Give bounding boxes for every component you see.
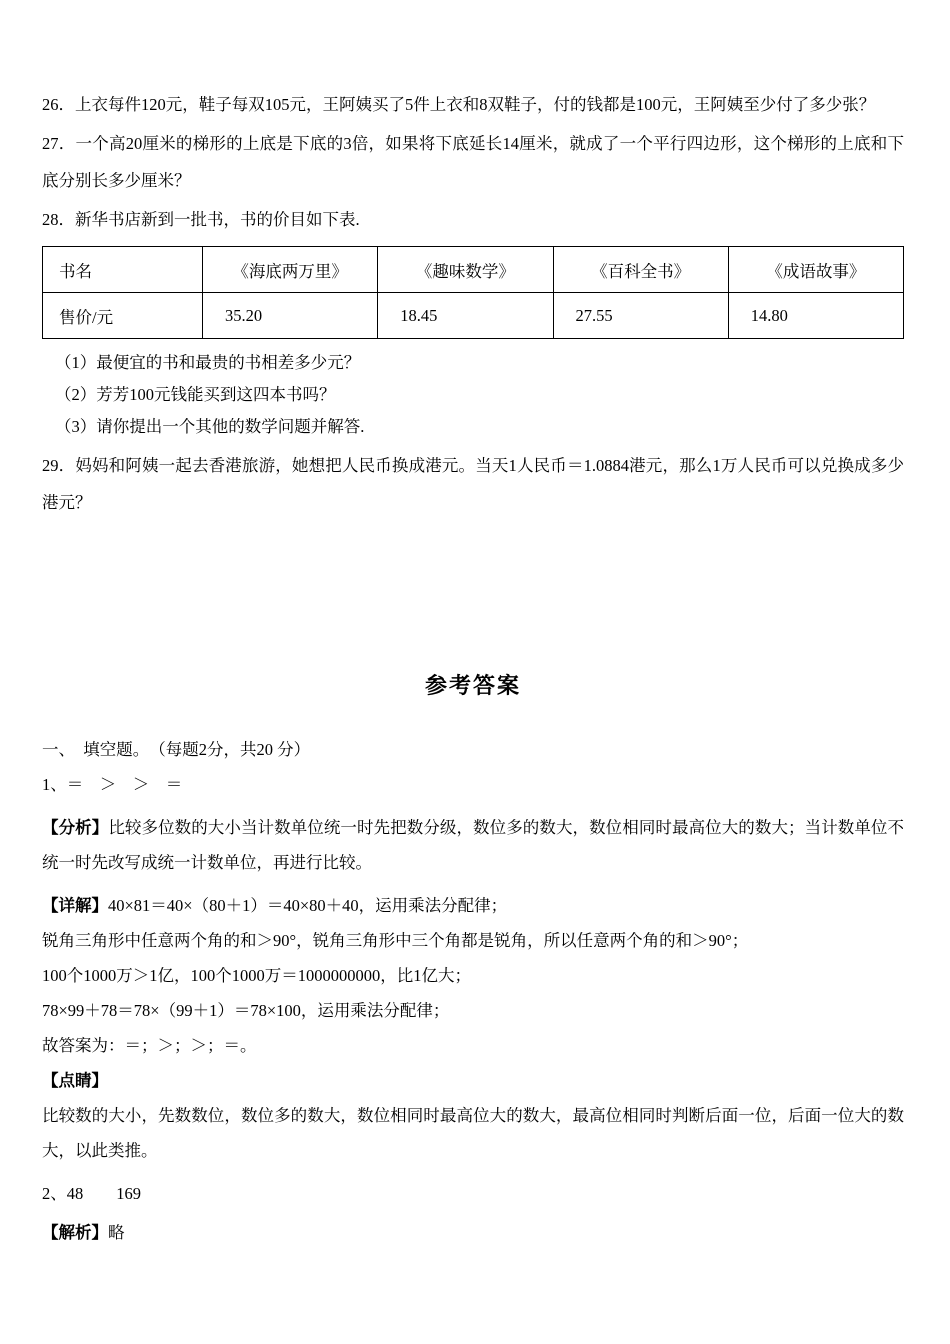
table-row-titles bbox=[43, 247, 904, 293]
answers-section-1-heading: 一、 填空题。 （每题2分，共20 分） bbox=[42, 740, 311, 759]
answer-2-note-label: 【解析】 bbox=[42, 1223, 108, 1242]
question-28-item-1: （1）最便宜的书和最贵的书相差多少元？ bbox=[55, 353, 361, 372]
question-28-item-2: （2）芳芳100元钱能买到这四本书吗？ bbox=[55, 385, 336, 404]
table-cell-price-1: 35.20 bbox=[203, 293, 378, 339]
tip-text: 比较数的大小，先数数位，数位多的数大，数位相同时最高位大的数大，最高位相同时判断后面一位，后面一位大的数大，以此类推。 bbox=[42, 1106, 904, 1160]
table-cell-price-3: 27.55 bbox=[553, 293, 728, 339]
answer-2-note bbox=[42, 1215, 904, 1250]
book-price-table bbox=[42, 246, 904, 339]
detail-paragraph-1 bbox=[42, 888, 904, 923]
answers-heading: 参考答案 bbox=[424, 673, 521, 698]
question-28-intro: 28．新华书店新到一批书，书的价目如下表. bbox=[42, 210, 360, 229]
analysis-text: 比较多位数的大小当计数单位统一时先把数分级，数位多的数大，数位相同时最高位大的数大；当计数单位不统一时先改写成统一计数单位，再进行比较。 bbox=[42, 818, 905, 872]
question-26: 26．上衣每件120元，鞋子每双105元，王阿姨买了5件上衣和8双鞋子，付的钱都是100元，王阿姨至少付了多少张？ bbox=[42, 95, 876, 114]
answer-2-note-text: 略 bbox=[108, 1223, 125, 1242]
table-cell-book-name-label: 书名 bbox=[43, 247, 203, 293]
table-cell-price-2: 18.45 bbox=[378, 293, 553, 339]
tip-label: 【点睛】 bbox=[42, 1071, 108, 1090]
detail-paragraph-4: 78×99＋78＝78×（99＋1）＝78×100，运用乘法分配律； bbox=[42, 1001, 450, 1020]
analysis-label: 【分析】 bbox=[42, 818, 109, 837]
table-row-prices bbox=[43, 293, 904, 339]
answer-conclusion: 故答案为：＝；＞；＞；＝。 bbox=[42, 1036, 257, 1055]
question-29: 29．妈妈和阿姨一起去香港旅游，她想把人民币换成港元。当天1人民币＝1.0884港元，那么1万人民币可以兑换成多少港元？ bbox=[42, 456, 904, 512]
table-cell-price-4: 14.80 bbox=[728, 293, 903, 339]
table-cell-book-2: 《趣味数学》 bbox=[378, 247, 553, 293]
detail-text-1: 40×81＝40×（80＋1）＝40×80＋40，运用乘法分配律； bbox=[108, 896, 508, 915]
analysis-paragraph bbox=[42, 810, 904, 880]
question-28-item-3: （3）请你提出一个其他的数学问题并解答. bbox=[55, 417, 365, 436]
table-cell-price-label: 售价/元 bbox=[43, 293, 203, 339]
table-cell-book-4: 《成语故事》 bbox=[728, 247, 903, 293]
table-cell-book-3: 《百科全书》 bbox=[553, 247, 728, 293]
detail-label: 【详解】 bbox=[42, 896, 108, 915]
detail-paragraph-2: 锐角三角形中任意两个角的和＞90°，锐角三角形中三个角都是锐角，所以任意两个角的和＞90°； bbox=[42, 931, 749, 950]
detail-paragraph-3: 100个1000万＞1亿，100个1000万＝1000000000，比1亿大； bbox=[42, 966, 471, 985]
question-27: 27．一个高20厘米的梯形的上底是下底的3倍，如果将下底延长14厘米，就成了一个平行四边形，这个梯形的上底和下底分别长多少厘米？ bbox=[42, 134, 904, 190]
answer-2: 2、48 169 bbox=[42, 1184, 141, 1203]
answer-1: 1、＝ ＞ ＞ ＝ bbox=[42, 775, 183, 794]
table-cell-book-1: 《海底两万里》 bbox=[203, 247, 378, 293]
